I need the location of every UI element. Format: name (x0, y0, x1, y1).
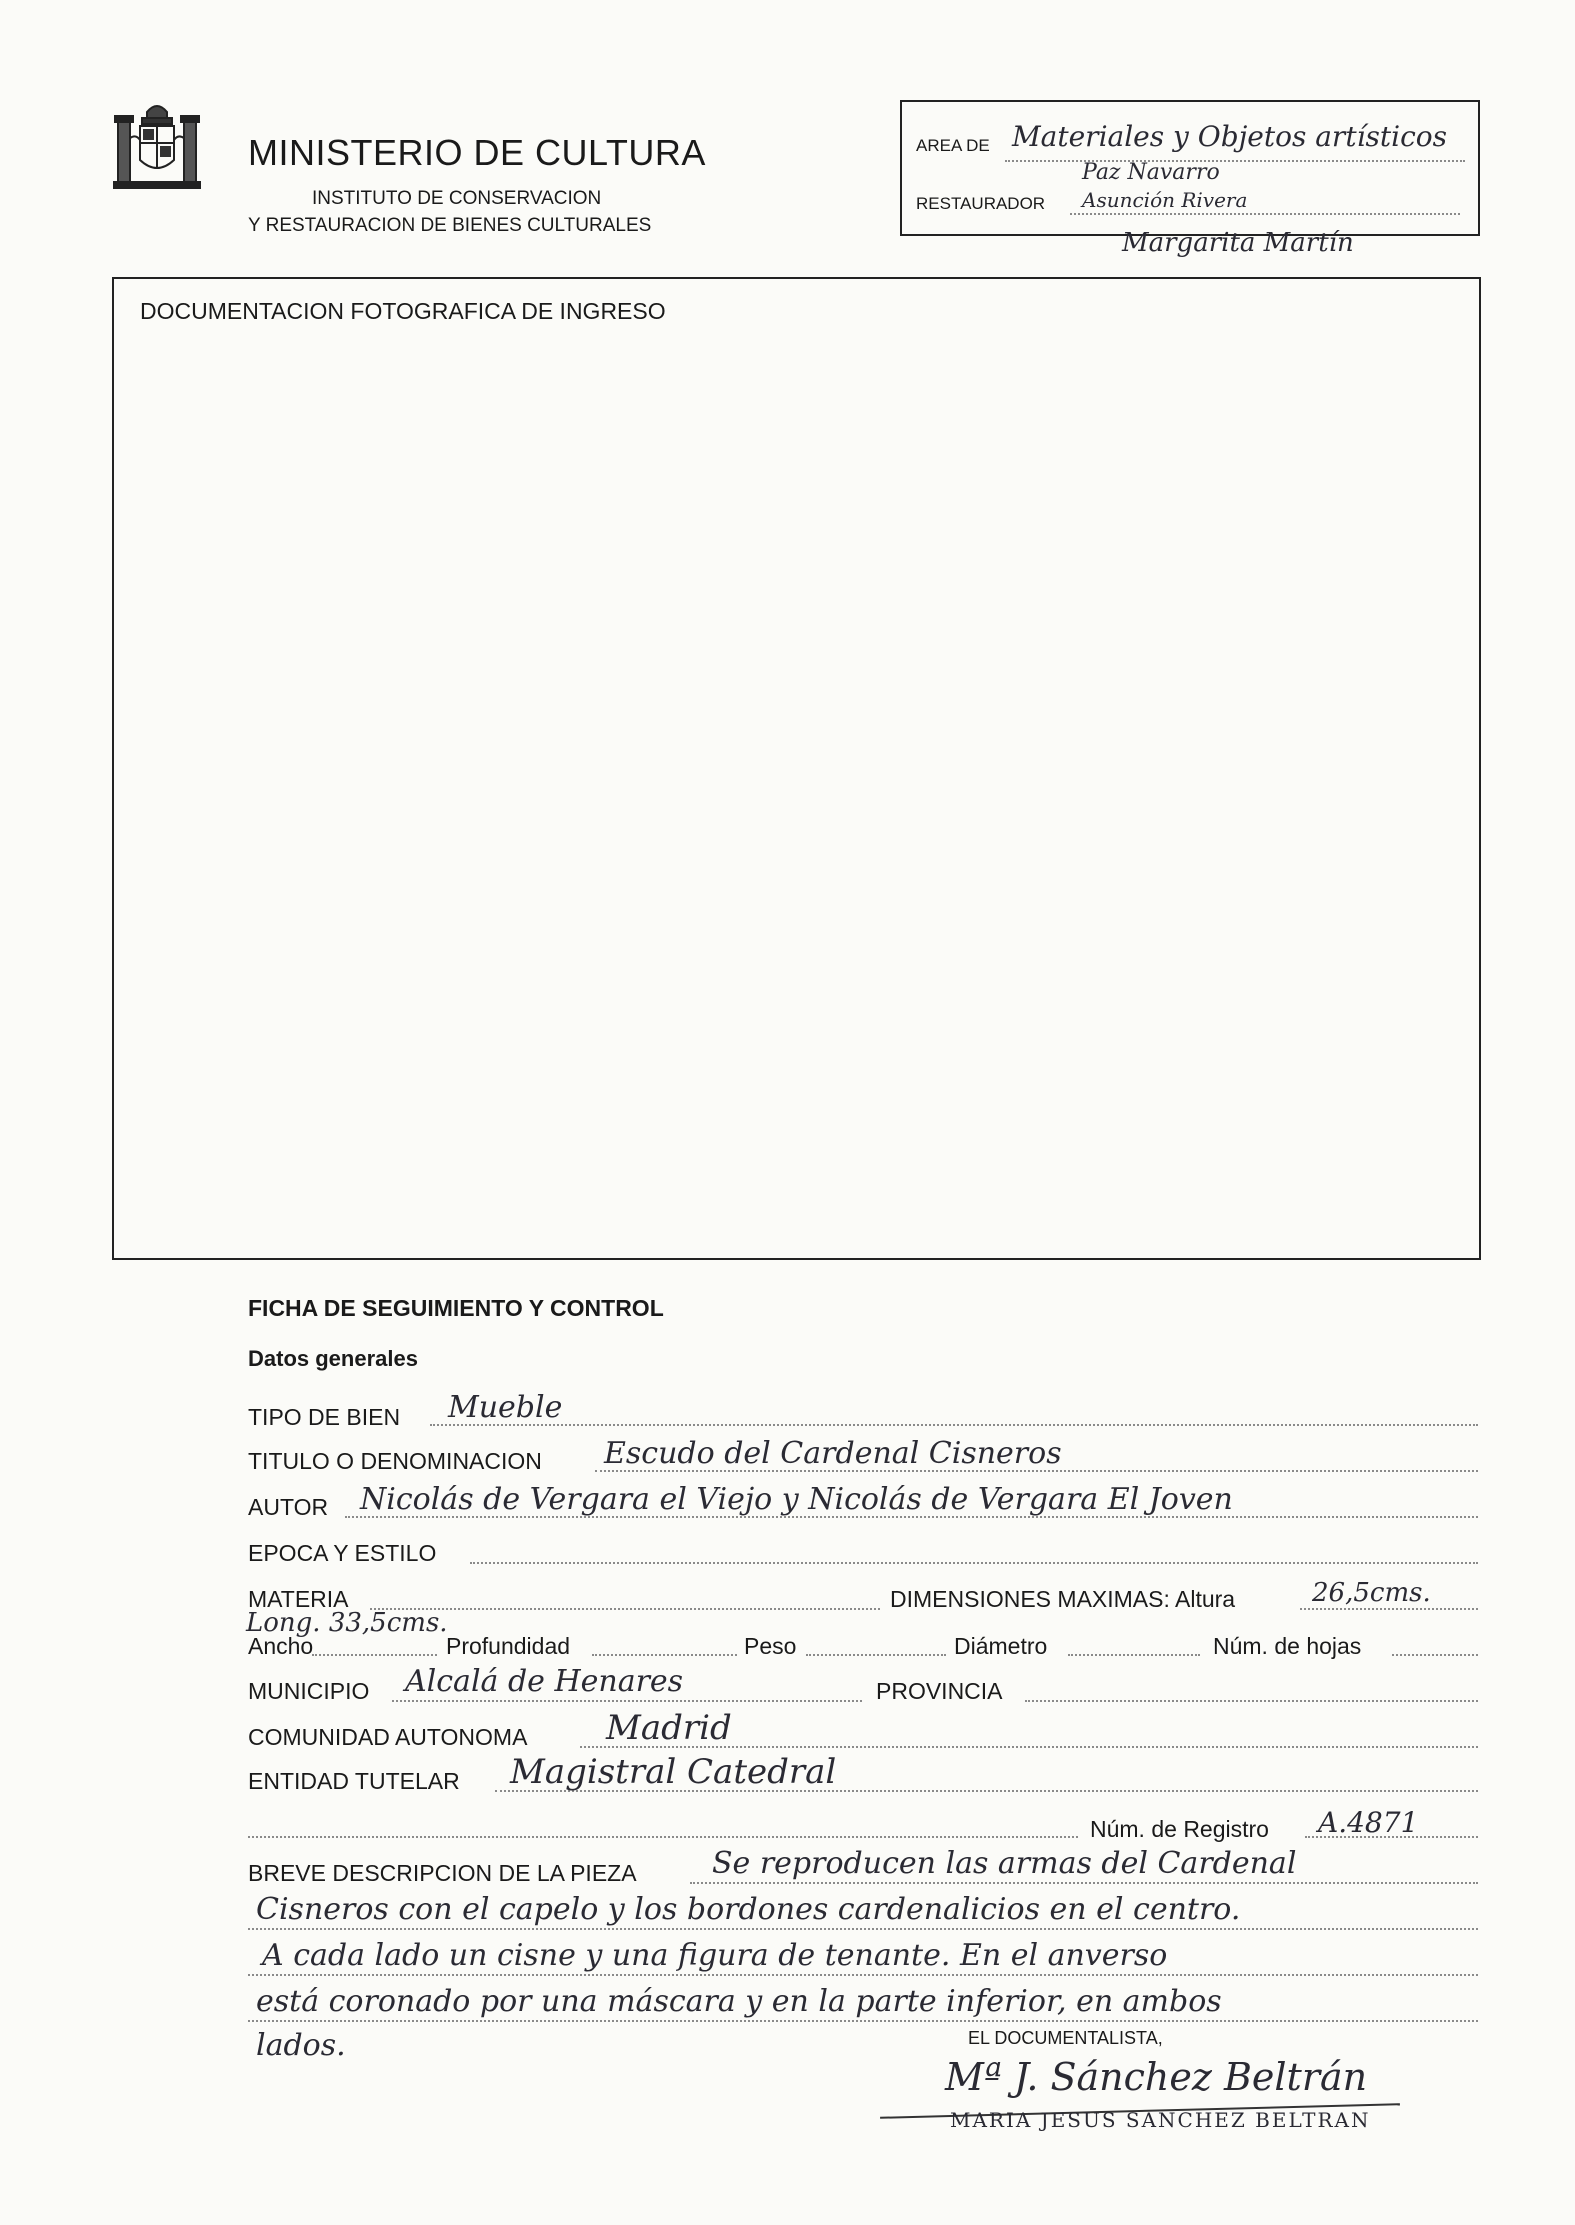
tipo-label: TIPO DE BIEN (248, 1404, 401, 1430)
provincia-label: PROVINCIA (876, 1678, 1003, 1704)
tipo-value: Mueble (448, 1390, 563, 1425)
diametro-label: Diámetro (954, 1633, 1048, 1659)
coat-of-arms-logo (112, 98, 202, 190)
ficha-subtitle: Datos generales (248, 1346, 418, 1371)
registro-value: A.4871 (1318, 1806, 1419, 1839)
descripcion-line-4 (248, 2020, 1478, 2022)
registro-leading-line (248, 1836, 1078, 1838)
municipio-label: MUNICIPIO (248, 1678, 370, 1704)
photo-documentation-box (112, 277, 1481, 1260)
restaurador-name-3: Margarita Martín (1122, 228, 1354, 258)
autor-value: Nicolás de Vergara el Viejo y Nicolás de Vergara El Joven (360, 1482, 1233, 1517)
ministry-title: MINISTERIO DE CULTURA (248, 132, 706, 173)
ficha-title: FICHA DE SEGUIMIENTO Y CONTROL (248, 1295, 664, 1321)
materia-label: MATERIA (248, 1586, 349, 1612)
restaurador-label: RESTAURADOR (916, 194, 1046, 213)
institute-line-1: INSTITUTO DE CONSERVACION (312, 188, 602, 209)
provincia-line (1025, 1700, 1478, 1702)
ancho-line (312, 1654, 437, 1656)
descripcion-text-4: está coronado por una máscara y en la parte inferior, en ambos (256, 1984, 1222, 2019)
descripcion-label: BREVE DESCRIPCION DE LA PIEZA (248, 1860, 637, 1886)
epoca-line (470, 1562, 1478, 1564)
entidad-value: Magistral Catedral (510, 1752, 837, 1792)
profundidad-label: Profundidad (446, 1633, 571, 1659)
comunidad-label: COMUNIDAD AUTONOMA (248, 1724, 528, 1750)
descripcion-line-2 (248, 1928, 1478, 1930)
autor-label: AUTOR (248, 1494, 329, 1520)
registro-label: Núm. de Registro (1090, 1816, 1269, 1842)
epoca-label: EPOCA Y ESTILO (248, 1540, 437, 1566)
longitud-value: Long. 33,5cms. (246, 1608, 448, 1638)
titulo-label: TITULO O DENOMINACION (248, 1448, 542, 1474)
area-value: Materiales y Objetos artísticos (1012, 120, 1448, 153)
entidad-label: ENTIDAD TUTELAR (248, 1768, 460, 1794)
hojas-line (1392, 1654, 1478, 1656)
altura-line (1300, 1608, 1478, 1610)
descripcion-line-3 (248, 1974, 1478, 1976)
municipio-line (392, 1700, 862, 1702)
descripcion-text-5: lados. (256, 2028, 346, 2063)
peso-line (806, 1654, 946, 1656)
printed-name: MARIA JESUS SANCHEZ BELTRAN (950, 2108, 1371, 2132)
handwritten-signature: Mª J. Sánchez Beltrán (945, 2055, 1368, 2099)
titulo-value: Escudo del Cardenal Cisneros (604, 1436, 1062, 1471)
comunidad-value: Madrid (606, 1708, 732, 1748)
ancho-label: Ancho (248, 1633, 314, 1659)
altura-value: 26,5cms. (1312, 1578, 1431, 1608)
institute-line-2: Y RESTAURACION DE BIENES CULTURALES (248, 215, 652, 236)
photo-section-title: DOCUMENTACION FOTOGRAFICA DE INGRESO (140, 298, 666, 324)
descripcion-text-1: Se reproducen las armas del Cardenal (712, 1846, 1297, 1881)
dimensiones-label: DIMENSIONES MAXIMAS: Altura (890, 1586, 1236, 1612)
restaurador-name-2: Asunción Rivera (1082, 188, 1248, 212)
descripcion-text-2: Cisneros con el capelo y los bordones cardenalicios en el centro. (256, 1892, 1241, 1927)
restaurador-name-1: Paz Navarro (1082, 160, 1220, 185)
municipio-value: Alcalá de Henares (405, 1664, 684, 1699)
hojas-label: Núm. de hojas (1213, 1633, 1362, 1659)
peso-label: Peso (744, 1633, 797, 1659)
descripcion-text-3: A cada lado un cisne y una figura de tenante. En el anverso (262, 1938, 1168, 1973)
area-label: AREA DE (916, 136, 990, 155)
descripcion-line-1 (690, 1882, 1478, 1884)
restaurador-line (1070, 213, 1460, 215)
diametro-line (1068, 1654, 1200, 1656)
tipo-line (430, 1424, 1478, 1426)
documentalista-label: EL DOCUMENTALISTA, (968, 2028, 1163, 2048)
profundidad-line (592, 1654, 737, 1656)
area-line (1005, 160, 1465, 162)
